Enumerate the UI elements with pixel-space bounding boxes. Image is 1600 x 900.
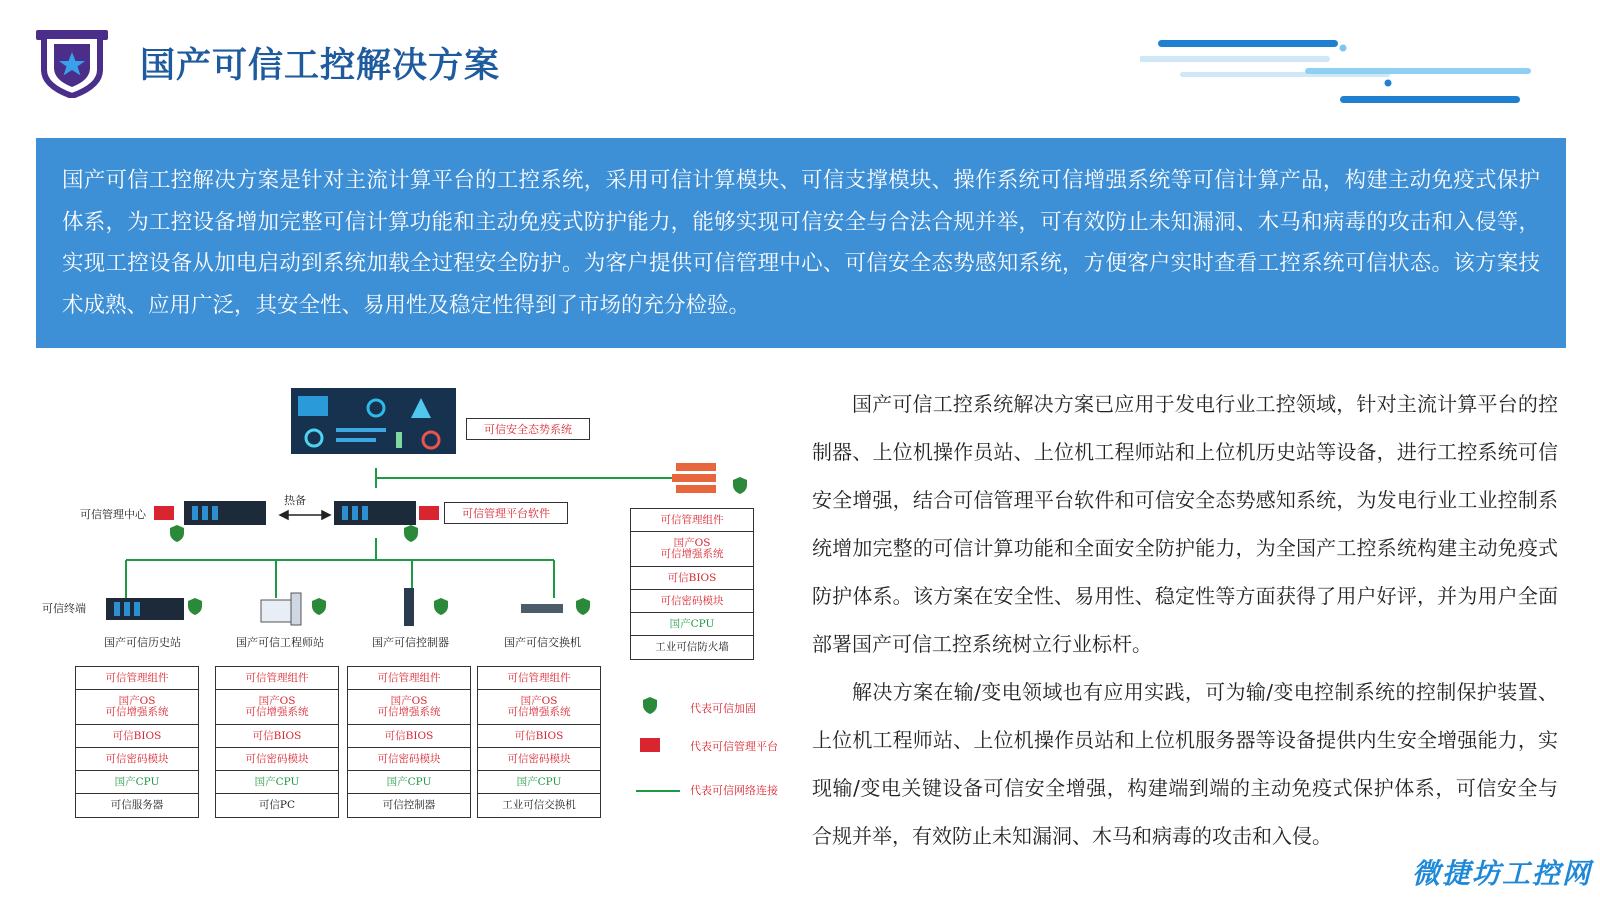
decorative-lines [1140,30,1570,110]
stack-cell: 可信BIOS [76,725,198,748]
stack-cell: 可信BIOS [478,725,600,748]
stack-cell-text: 国产OS [258,695,296,707]
architecture-diagram [36,388,806,850]
intro-text: 国产可信工控解决方案是针对主流计算平台的工控系统，采用可信计算模块、可信支撑模块、操作系统可信增强系统等可信计算产品，构建主动免疫式保护体系，为工控设备增加完整可信计算功能和主动免疫式防护能力，能够实现可信安全与合法合规并举，可有效防止未知漏洞、木马和病毒的攻击和入侵等，实现工控设备从加电启动到系统加载全过程安全防护。为客户提供可信管理中心、可信安全态势感知系统，方便客户实时查看工控系统可信状态。该方案技术成熟、应用广泛，其安全性、易用性及稳定性得到了市场的充分检验。 [62,168,1540,318]
stack-cell [348,690,470,725]
watermark: 微捷坊工控网 [1411,857,1592,890]
stack-switch [477,666,601,818]
stack-cell: 国产CPU [631,613,753,636]
stack-cell [631,532,753,567]
stack-cell: 可信管理组件 [348,667,470,690]
stack-cell: 可信管理组件 [216,667,338,690]
body-paragraph-1: 国产可信工控系统解决方案已应用于发电行业工控领域，针对主流计算平台的控制器、上位机操作员站、上位机工程师站和上位机历史站等设备，进行工控系统可信安全增强，结合可信管理平台软件和可信安全态势感知系统，为发电行业工业控制系统增加完整的可信计算功能和全面安全防护能力，为全国产工控系统构建主动免疫式防护体系。该方案在安全性、易用性、稳定性等方面获得了用户好评，并为用户全面部署国产可信工控系统树立行业标杆。 [812,392,1558,656]
body-paragraph-2: 解决方案在输/变电领域也有应用实践，可为输/变电控制系统的控制保护装置、上位机工程师站、上位机操作员站和上位机服务器等设备提供内生安全增强能力，实现输/变电关键设备可信安全增强，构建端到端的主动免疫式保护体系，可信安全与合规并举，有效防止未知漏洞、木马和病毒的攻击和入侵。 [812,680,1558,848]
situation-system-label: 可信安全态势系统 [466,418,590,440]
stack-cell: 可信密码模块 [478,748,600,771]
intro-panel [36,138,1566,348]
hot-standby-label: 热备 [284,494,306,507]
stack-cell [478,690,600,725]
mgmt-center-label: 可信管理中心 [80,508,146,521]
stack-cell: 可信密码模块 [631,590,753,613]
legend-network: 代表可信网络连接 [690,784,778,797]
stack-cell: 可信BIOS [216,725,338,748]
stack-cell: 可信管理组件 [76,667,198,690]
stack-cell: 国产CPU [348,771,470,794]
stack-cell-text: 国产OS [673,537,711,549]
stack-cell: 可信控制器 [382,799,436,811]
stack-cell: 国产CPU [76,771,198,794]
stack-controller [347,666,471,818]
device-label-engineer: 国产可信工程师站 [236,636,324,649]
stack-cell-text: 可信增强系统 [105,706,169,718]
stack-cell-text: 国产OS [118,695,156,707]
stack-pc [215,666,339,818]
device-label-switch: 国产可信交换机 [504,636,581,649]
stack-cell: 国产CPU [216,771,338,794]
stack-cell: 可信密码模块 [348,748,470,771]
firewall-stack [630,508,754,660]
stack-cell: 可信BIOS [348,725,470,748]
legend-platform: 代表可信管理平台 [690,740,778,753]
stack-cell: 可信管理组件 [631,509,753,532]
legend-shield: 代表可信加固 [690,702,756,715]
shield-star-logo-icon [34,28,110,98]
terminal-label: 可信终端 [42,602,86,615]
stack-cell: 工业可信防火墙 [655,641,729,653]
stack-cell: 可信密码模块 [76,748,198,771]
device-label-history: 国产可信历史站 [104,636,181,649]
stack-server [75,666,199,818]
body-text [812,380,1558,860]
stack-cell-text: 可信增强系统 [245,706,309,718]
stack-cell: 可信BIOS [631,567,753,590]
stack-cell: 可信密码模块 [216,748,338,771]
stack-cell: 可信服务器 [110,799,164,811]
stack-cell-text: 可信增强系统 [660,548,724,560]
page-title: 国产可信工控解决方案 [140,46,501,86]
stack-cell: 可信PC [258,799,296,811]
stack-cell: 工业可信交换机 [502,799,576,811]
device-label-controller: 国产可信控制器 [372,636,449,649]
stack-cell-text: 国产OS [520,695,558,707]
mgmt-software-label: 可信管理平台软件 [444,502,568,524]
stack-cell [216,690,338,725]
stack-cell-text: 可信增强系统 [507,706,571,718]
stack-cell: 可信管理组件 [478,667,600,690]
stack-cell-text: 国产OS [390,695,428,707]
stack-cell: 国产CPU [478,771,600,794]
stack-cell-text: 可信增强系统 [377,706,441,718]
stack-cell [76,690,198,725]
